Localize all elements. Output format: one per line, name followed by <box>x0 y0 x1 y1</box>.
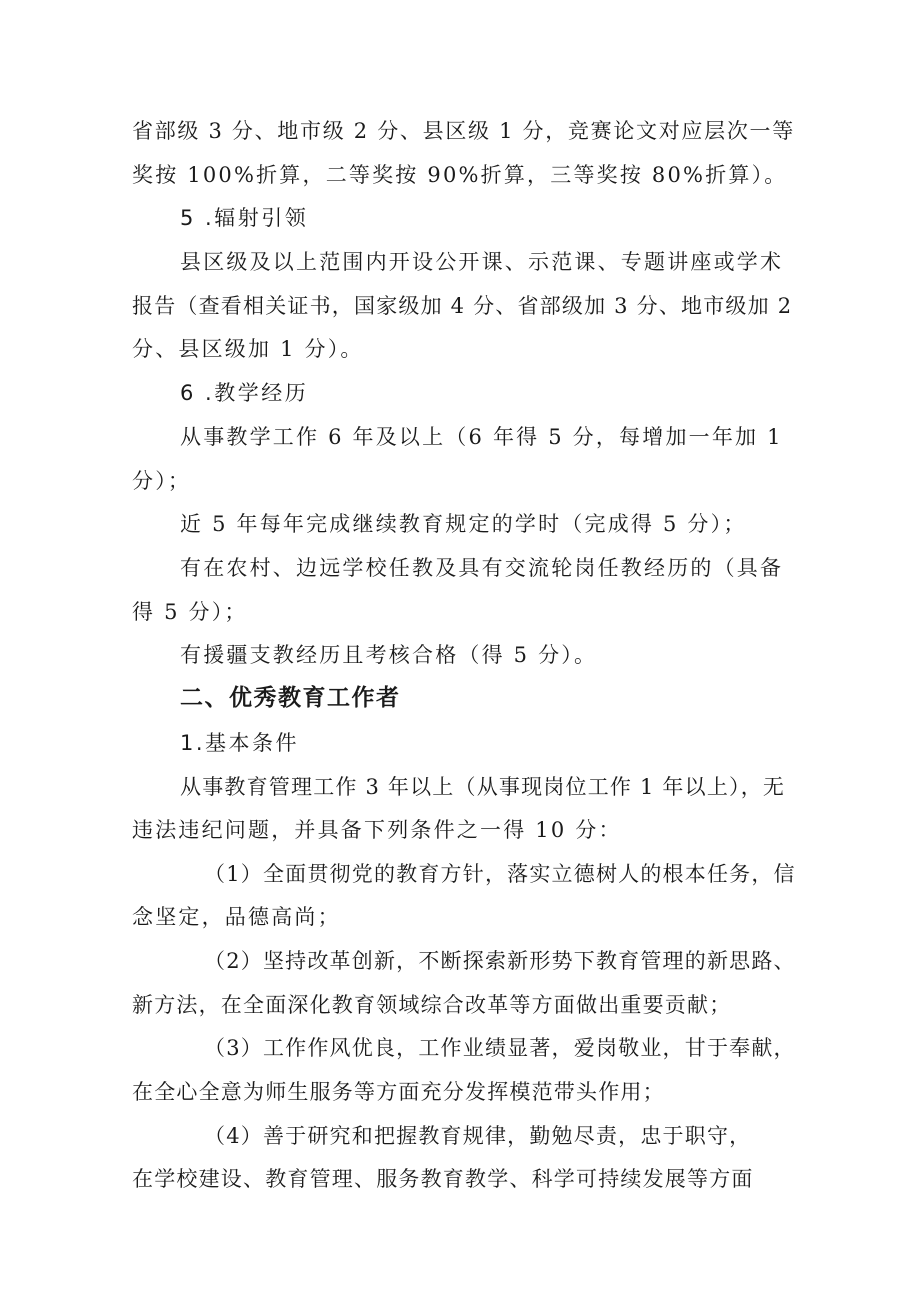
paragraph-line: 在全心全意为师生服务等方面充分发挥模范带头作用； <box>132 1080 665 1104</box>
paragraph-line: 从事教学工作 6 年及以上（6 年得 5 分，每增加一年加 1 <box>180 425 783 449</box>
paragraph-line: 得 5 分）； <box>132 600 248 624</box>
section-heading-radiation: 5 .辐射引领 <box>180 206 309 230</box>
list-item-4: （4）善于研究和把握教育规律，勤勉尽责，忠于职守， <box>204 1124 752 1148</box>
section-heading-teaching-experience: 6 .教学经历 <box>180 381 309 405</box>
paragraph-line: 从事教育管理工作 3 年以上（从事现岗位工作 1 年以上），无 <box>180 775 786 799</box>
paragraph-line: 报告（查看相关证书，国家级加 4 分、省部级加 3 分、地市级加 2 <box>132 294 793 318</box>
paragraph-line: 近 5 年每年完成继续教育规定的学时（完成得 5 分）； <box>180 512 747 536</box>
paragraph-line: 违法违纪问题，并具备下列条件之一得 10 分： <box>132 818 622 842</box>
paragraph-line: 在学校建设、教育管理、服务教育教学、科学可持续发展等方面 <box>132 1167 754 1191</box>
list-item-3: （3）工作作风优良，工作业绩显著，爱岗敬业，甘于奉献， <box>204 1036 796 1060</box>
paragraph-line: 新方法，在全面深化教育领域综合改革等方面做出重要贡献； <box>132 993 732 1017</box>
paragraph-line: 奖按 100%折算，二等奖按 90%折算，三等奖按 80%折算）。 <box>132 163 788 187</box>
paragraph-line: 省部级 3 分、地市级 2 分、县区级 1 分，竞赛论文对应层次一等 <box>132 119 795 143</box>
paragraph-line: 分、县区级加 1 分）。 <box>132 337 364 361</box>
paragraph-line: 念坚定，品德高尚； <box>132 905 341 929</box>
paragraph-line: 有援疆支教经历且考核合格（得 5 分）。 <box>180 643 598 667</box>
paragraph-line: 有在农村、边远学校任教及具有交流轮岗任教经历的（具备 <box>180 556 784 580</box>
paragraph-line: 县区级及以上范围内开设公开课、示范课、专题讲座或学术 <box>180 250 784 274</box>
chapter-heading-outstanding-educators: 二、优秀教育工作者 <box>180 685 401 711</box>
list-item-1: （1）全面贯彻党的教育方针，落实立德树人的根本任务，信 <box>204 862 796 886</box>
section-heading-basic-conditions: 1.基本条件 <box>180 731 300 755</box>
list-item-2: （2）坚持改革创新，不断探索新形势下教育管理的新思路、 <box>204 949 796 973</box>
paragraph-line: 分）； <box>132 469 192 493</box>
